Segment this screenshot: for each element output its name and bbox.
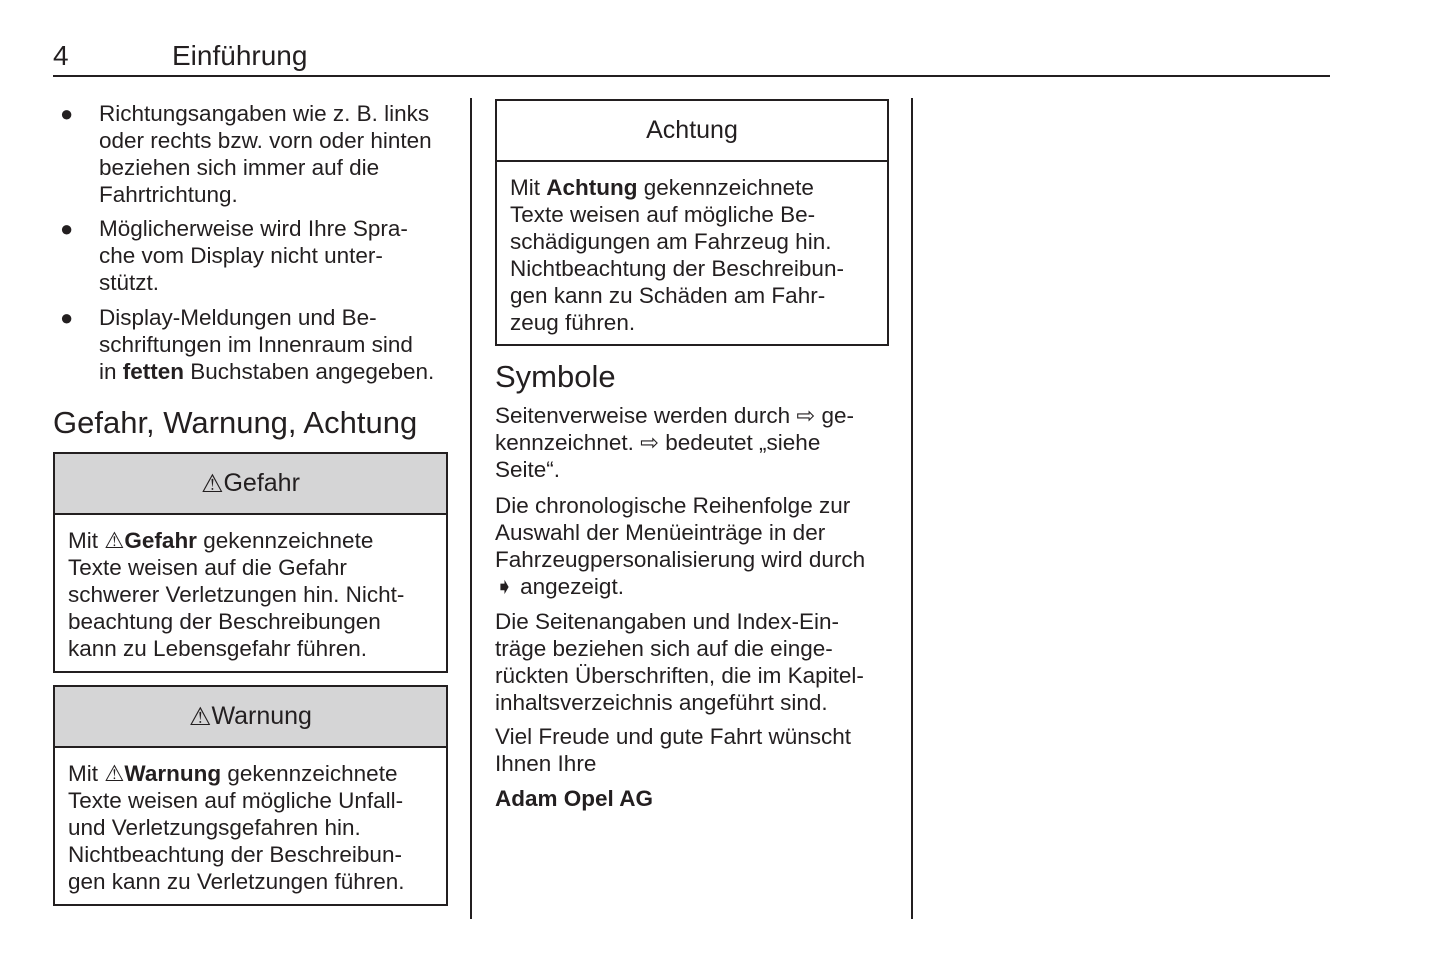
menu-sequence-arrow-icon: ➧: [495, 574, 514, 599]
text-segment: Texte weisen auf mögliche Be-: [510, 202, 816, 227]
warning-triangle-icon: ⚠: [189, 702, 212, 731]
text-line: [495, 456, 854, 483]
text-segment: Richtungsangaben wie z. B. links: [99, 101, 430, 126]
text-segment: Ihnen Ihre: [495, 751, 597, 776]
text-line: [68, 841, 446, 868]
bullet-icon: ●: [60, 305, 74, 330]
text-line: [495, 750, 851, 777]
text-line: [99, 127, 432, 154]
text-segment: Texte weisen auf mögliche Unfall-: [68, 788, 404, 813]
bold-term: fetten: [122, 359, 185, 384]
warning-box-text: [55, 748, 446, 895]
caution-box-header: [497, 101, 887, 162]
text-segment: Seitenverweise werden durch: [495, 403, 797, 428]
text-segment: beachtung der Beschreibungen: [68, 609, 381, 634]
bullet-icon: ●: [60, 216, 74, 241]
page-reference-arrow-icon: ⇨: [640, 430, 659, 455]
bold-term: Adam Opel AG: [495, 786, 653, 811]
text-line: [68, 581, 446, 608]
text-segment: ge-: [815, 403, 855, 428]
text-segment: Die Seitenangaben und Index-Ein-: [495, 609, 839, 634]
text-segment: gekennzeichnete: [221, 761, 398, 786]
text-segment: Buchstaben angegeben.: [184, 359, 435, 384]
text-line: [510, 201, 887, 228]
column-divider: [911, 98, 913, 919]
text-segment: kennzeichnet.: [495, 430, 641, 455]
text-line: [510, 309, 887, 336]
caution-box: [495, 99, 889, 346]
text-line: [495, 519, 865, 546]
warning-box-header: [55, 687, 446, 748]
text-segment: rückten Überschriften, die im Kapitel-: [495, 663, 864, 688]
page-number: 4: [53, 40, 69, 71]
text-line: [68, 787, 446, 814]
text-segment: stützt.: [99, 270, 160, 295]
text-segment: und Verletzungsgefahren hin.: [68, 815, 361, 840]
text-segment: Mit: [68, 528, 105, 553]
warning-box-title: Warnung: [211, 702, 312, 730]
text-line: [68, 554, 446, 581]
text-segment: zeug führen.: [510, 310, 636, 335]
text-line: [495, 635, 864, 662]
text-line: [510, 255, 887, 282]
text-segment: Texte weisen auf die Gefahr: [68, 555, 347, 580]
text-segment: angezeigt.: [513, 574, 624, 599]
text-segment: Mit: [68, 761, 105, 786]
text-line: [99, 181, 432, 208]
paragraph: [495, 402, 854, 483]
paragraph: [495, 608, 864, 716]
text-line: [510, 282, 887, 309]
text-segment: oder rechts bzw. vorn oder hinten: [99, 128, 432, 153]
text-line: [495, 723, 851, 750]
text-line: [68, 868, 446, 895]
text-line: [510, 174, 887, 201]
header-rule: [53, 75, 1330, 77]
text-line: [68, 760, 446, 787]
text-segment: Die chronologische Reihenfolge zur: [495, 493, 851, 518]
text-line: [99, 331, 434, 358]
danger-box-title: Gefahr: [223, 469, 300, 497]
chapter-title: Einführung: [172, 40, 308, 71]
text-line: [68, 527, 446, 554]
text-segment: Viel Freude und gute Fahrt wünscht: [495, 724, 852, 749]
text-segment: bedeutet „siehe: [658, 430, 821, 455]
text-segment: gekennzeichnete: [196, 528, 374, 553]
text-line: [495, 429, 854, 456]
text-segment: schriftungen im Innenraum sind: [99, 332, 413, 357]
text-line: [99, 269, 408, 296]
text-line: [68, 635, 446, 662]
danger-box: [53, 452, 448, 673]
signature: [495, 785, 653, 812]
text-line: [99, 215, 408, 242]
bullet-text: [99, 215, 408, 296]
text-segment: Mit: [510, 175, 547, 200]
page-reference-arrow-icon: ⇨: [796, 403, 816, 428]
text-segment: beziehen sich immer auf die: [99, 155, 380, 180]
bullet-icon: ●: [60, 101, 74, 126]
text-line: [68, 814, 446, 841]
danger-box-header: [55, 454, 446, 515]
text-line: [510, 228, 887, 255]
text-line: [495, 785, 653, 812]
text-line: [495, 492, 865, 519]
danger-box-text: [55, 515, 446, 662]
warning-triangle-icon: ⚠: [201, 469, 224, 498]
column-divider: [470, 98, 472, 919]
text-line: [99, 100, 432, 127]
text-line: [99, 242, 408, 269]
text-segment: kann zu Lebensgefahr führen.: [68, 636, 367, 661]
text-line: [99, 358, 434, 385]
text-segment: schwerer Verletzungen hin. Nicht-: [68, 582, 405, 607]
paragraph: [495, 492, 865, 600]
bold-term: Achtung: [546, 175, 638, 200]
text-segment: träge beziehen sich auf die einge-: [495, 636, 833, 661]
text-segment: Seite“.: [495, 457, 561, 482]
paragraph: [495, 723, 851, 777]
section-heading: Symbole: [495, 359, 616, 394]
text-line: [495, 608, 864, 635]
text-segment: che vom Display nicht unter-: [99, 243, 383, 268]
warning-triangle-icon: ⚠: [104, 761, 125, 786]
text-segment: in: [99, 359, 123, 384]
text-segment: Fahrzeugpersonalisierung wird durch: [495, 547, 866, 572]
text-segment: schädigungen am Fahrzeug hin.: [510, 229, 832, 254]
text-segment: Auswahl der Menüeinträge in der: [495, 520, 826, 545]
text-line: [495, 573, 865, 600]
section-heading: Gefahr, Warnung, Achtung: [53, 405, 418, 440]
text-line: [495, 662, 864, 689]
bold-term: Gefahr: [124, 528, 197, 553]
text-segment: inhaltsverzeichnis angeführt sind.: [495, 690, 828, 715]
bullet-text: [99, 100, 432, 208]
text-segment: gen kann zu Schäden am Fahr-: [510, 283, 826, 308]
text-line: [495, 689, 864, 716]
bold-term: Warnung: [124, 761, 222, 786]
text-segment: Display-Meldungen und Be-: [99, 305, 377, 330]
caution-box-title: Achtung: [646, 116, 738, 144]
text-line: [99, 154, 432, 181]
text-segment: gekennzeichnete: [637, 175, 814, 200]
text-line: [68, 608, 446, 635]
text-segment: gen kann zu Verletzungen führen.: [68, 869, 405, 894]
text-line: [495, 402, 854, 429]
bullet-text: [99, 304, 434, 385]
warning-box: [53, 685, 448, 906]
warning-triangle-icon: ⚠: [104, 528, 125, 553]
text-segment: Nichtbeachtung der Beschreibun-: [510, 256, 844, 281]
text-line: [99, 304, 434, 331]
text-line: [495, 546, 865, 573]
text-segment: Möglicherweise wird Ihre Spra-: [99, 216, 408, 241]
text-segment: Fahrtrichtung.: [99, 182, 238, 207]
text-segment: Nichtbeachtung der Beschreibun-: [68, 842, 402, 867]
caution-box-text: [497, 162, 887, 336]
